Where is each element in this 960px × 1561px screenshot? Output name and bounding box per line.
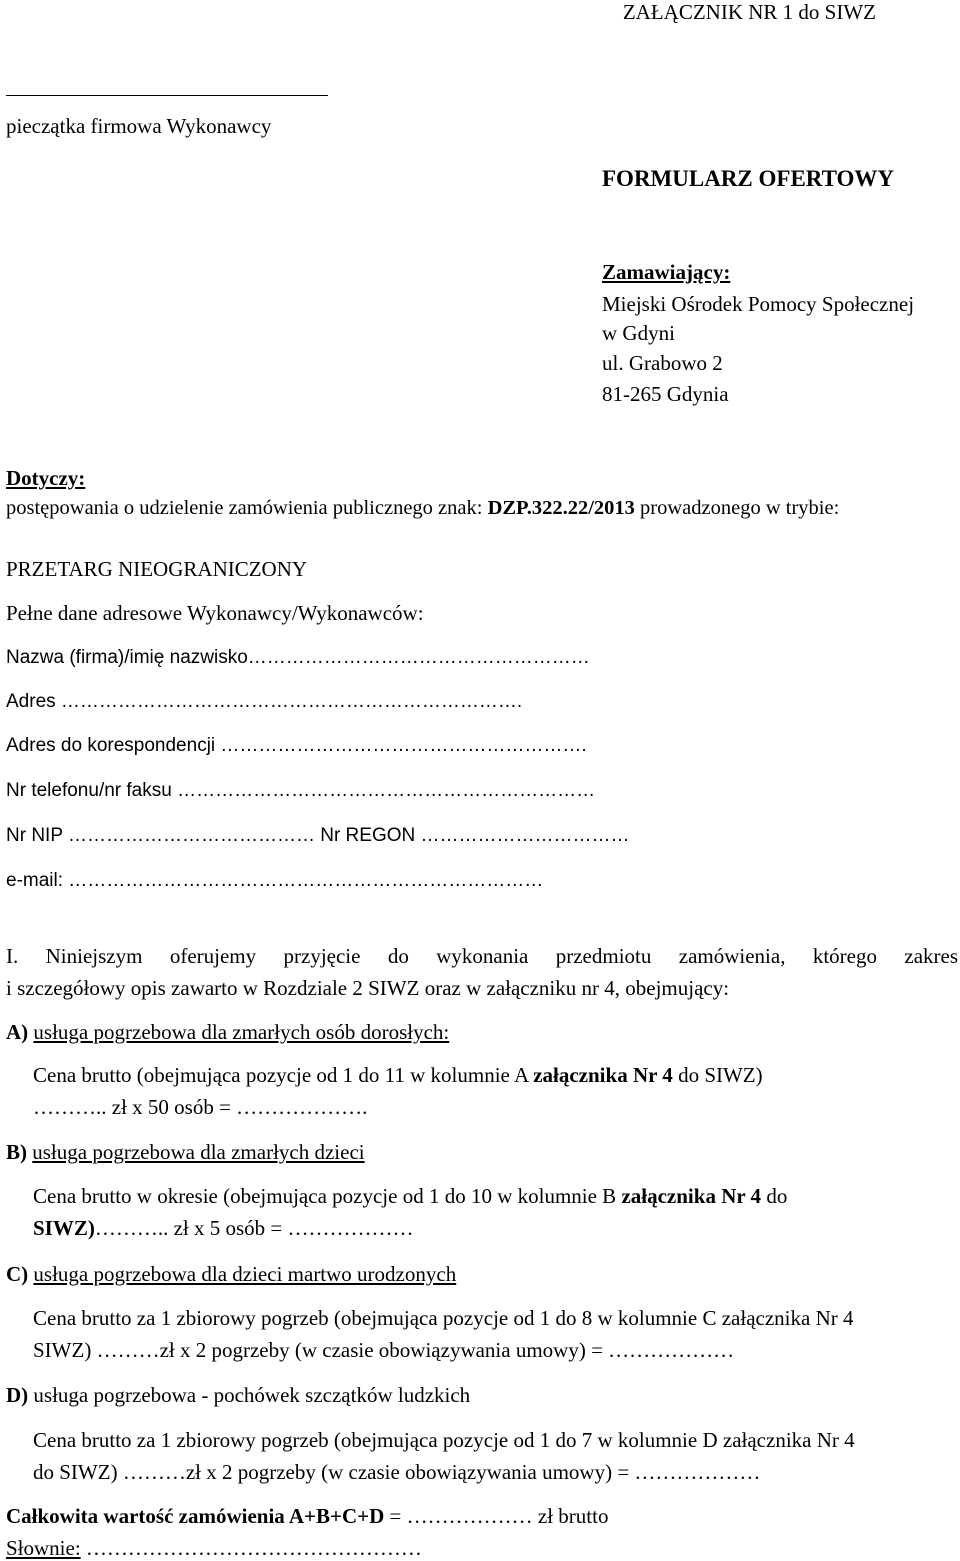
section-d-price-line: Cena brutto za 1 zbiorowy pogrzeb (obejmująca pozycje od 1 do 7 w kolumnie D załącznika Nr 4 [33, 1428, 855, 1452]
contractor-address-field[interactable] [6, 691, 522, 713]
fill-dots: ………………………………………………………………… [68, 870, 544, 891]
total-amount: = ……………… zł brutto [384, 1504, 609, 1528]
fill-dots: …………………………………………………. [220, 735, 587, 756]
attachment-label: ZAŁĄCZNIK NR 1 do SIWZ [622, 0, 876, 24]
total-label: Całkowita wartość zamówienia A+B+C+D [6, 1504, 385, 1528]
reference-number: DZP.322.22/2013 [487, 497, 635, 519]
section-a-heading: A) usługa pogrzebowa dla zmarłych osób dorosłych: [6, 1020, 450, 1044]
form-title: FORMULARZ OFERTOWY [602, 166, 895, 191]
nip-regon-fields[interactable] [6, 825, 630, 847]
nip-label: Nr NIP [6, 825, 63, 846]
concerns-text: postępowania o udzielenie zamówienia publicznego znak: DZP.322.22/2013 prowadzonego w trybie: [6, 497, 840, 519]
total-value-line[interactable] [6, 1504, 608, 1529]
section-b-calculation[interactable]: SIWZ)……….. zł x 5 osób = ……………… [33, 1216, 414, 1240]
offer-intro-line: i szczegółowy opis zawarto w Rozdziale 2 SIWZ oraz w załączniku nr 4, obejmujący: [6, 976, 730, 1000]
concerns-label: Dotyczy: [6, 466, 86, 490]
section-a-price-line: Cena brutto (obejmująca pozycje od 1 do 11 w kolumnie A załącznika Nr 4 do SIWZ) [33, 1063, 763, 1087]
words-label: Słownie: [6, 1536, 81, 1560]
correspondence-address-field[interactable] [6, 735, 587, 757]
fill-dots: ………………………………………………………………. [60, 691, 523, 712]
ordering-party-line: 81-265 Gdynia [602, 382, 729, 406]
field-label: Nr telefonu/nr faksu [6, 780, 172, 801]
section-b-price-line: Cena brutto w okresie (obejmująca pozycje od 1 do 10 w kolumnie B załącznika Nr 4 do [33, 1184, 788, 1208]
ordering-party-line: w Gdyni [602, 321, 675, 345]
fill-dots: ………………………………… [67, 825, 315, 846]
ordering-party-line: Miejski Ośrodek Pomocy Społecznej [602, 292, 915, 316]
section-c-price-line: Cena brutto za 1 zbiorowy pogrzeb (obejmująca pozycje od 1 do 8 w kolumnie C załącznika Nr 4 [33, 1306, 854, 1330]
section-d-heading: D) usługa pogrzebowa - pochówek szczątków ludzkich [6, 1383, 471, 1407]
stamp-signature-line [6, 95, 328, 96]
stamp-label: pieczątka firmowa Wykonawcy [6, 114, 272, 138]
regon-label: Nr REGON [320, 825, 416, 846]
field-label: Nazwa (firma)/imię nazwisko [6, 647, 248, 668]
phone-fax-field[interactable] [6, 780, 595, 802]
fill-dots: …………………………… [420, 825, 630, 846]
fill-dots: ………………………………………… [80, 1536, 422, 1560]
section-a-calculation[interactable]: ……….. zł x 50 osób = ………………. [33, 1095, 368, 1119]
fill-dots: ………………………………………………………… [177, 780, 596, 801]
offer-intro-line: I. Niniejszym oferujemy przyjęcie do wykonania przedmiotu zamówienia, którego zakres [6, 944, 958, 968]
field-label: Adres [6, 691, 56, 712]
ordering-party-line: ul. Grabowo 2 [602, 351, 723, 375]
amount-in-words-line[interactable] [6, 1536, 422, 1561]
section-c-calculation[interactable]: SIWZ) ………zł x 2 pogrzeby (w czasie obowiązywania umowy) = ……………… [33, 1338, 735, 1362]
field-label: e-mail: [6, 870, 64, 891]
address-heading: Pełne dane adresowe Wykonawcy/Wykonawców: [6, 601, 424, 625]
ordering-party-label: Zamawiający: [602, 260, 731, 284]
procedure-type: PRZETARG NIEOGRANICZONY [6, 557, 308, 581]
email-field[interactable] [6, 870, 543, 892]
section-b-heading: B) usługa pogrzebowa dla zmarłych dzieci [6, 1140, 365, 1164]
field-label: Adres do korespondencji [6, 735, 216, 756]
section-c-heading: C) usługa pogrzebowa dla dzieci martwo urodzonych [6, 1262, 457, 1286]
fill-dots: ……………………………………………… [247, 647, 590, 668]
section-d-calculation[interactable]: do SIWZ) ………zł x 2 pogrzeby (w czasie obowiązywania umowy) = ……………… [33, 1460, 761, 1484]
contractor-name-field[interactable] [6, 647, 590, 669]
